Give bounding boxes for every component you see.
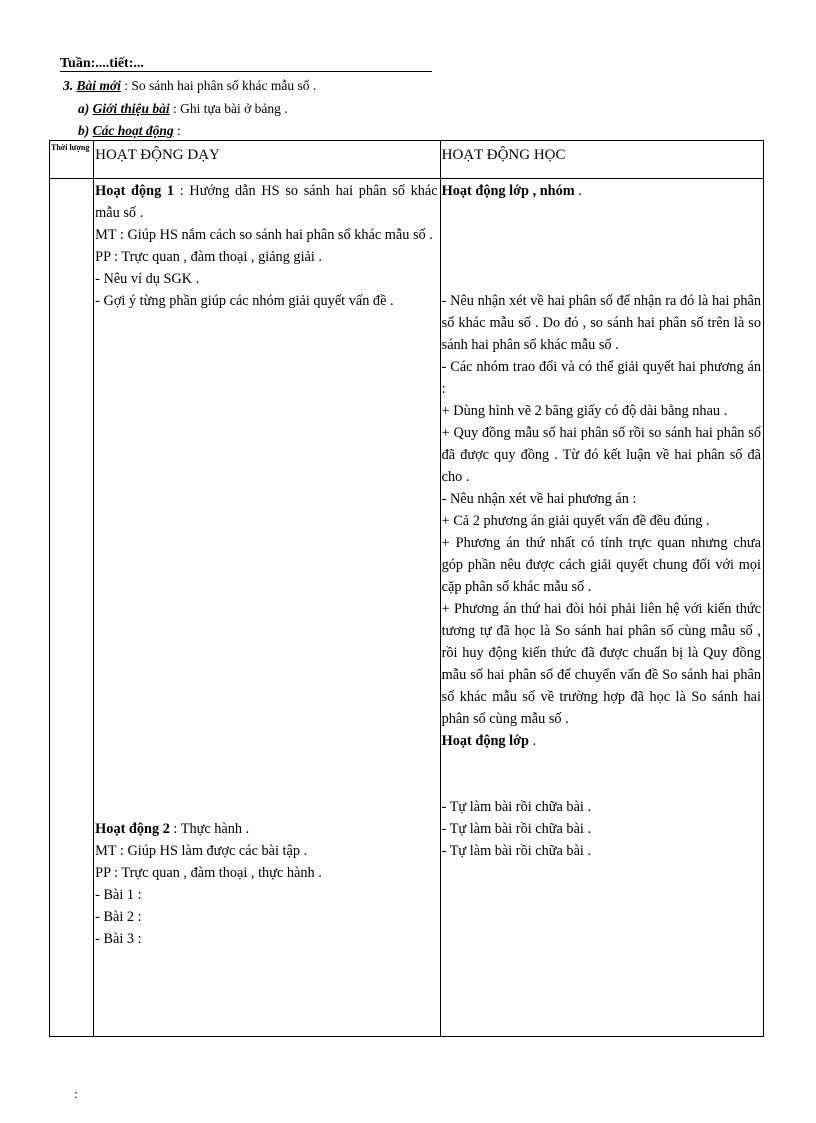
activity1-step2: - Gợi ý từng phần giúp các nhóm giải quyết vấn đề . bbox=[95, 293, 394, 309]
footer-colon: : bbox=[74, 1086, 78, 1101]
subsection-a bbox=[78, 101, 288, 117]
week-lesson-line: Tuần:....tiết:... bbox=[60, 56, 432, 72]
activity1-heading: Hoạt động 1 : Hướng dẫn HS so sánh hai phân số khác mẫu số . bbox=[95, 183, 438, 221]
activity2-learning-item-1: - Tự làm bài rồi chữa bài . bbox=[441, 799, 592, 815]
activity1-objective: MT : Giúp HS nắm cách so sánh hai phân số khác mẫu số . bbox=[95, 227, 433, 243]
learning-cell bbox=[440, 179, 763, 1037]
subsection-a-label: a) bbox=[78, 101, 90, 116]
teaching-cell bbox=[94, 179, 440, 1037]
section-number: 3. bbox=[63, 78, 74, 93]
subsection-b-title: Các hoạt động bbox=[92, 123, 174, 138]
learning-item-4: + Quy đồng mẫu số hai phân số rồi so sánh hai phân số đã được quy đồng . Từ đó kết luận về hai phân số đã cho . bbox=[441, 425, 761, 485]
subsection-b-text: : bbox=[173, 123, 181, 138]
activity2-bai2: - Bài 2 : bbox=[95, 909, 142, 925]
activity2-learning-item-2: - Tự làm bài rồi chữa bài . bbox=[441, 821, 592, 837]
activity2-learning-heading: Hoạt động lớp . bbox=[441, 733, 537, 749]
activity2-learning-item-3: - Tự làm bài rồi chữa bài . bbox=[441, 843, 592, 859]
activity1-method: PP : Trực quan , đàm thoại , giảng giải . bbox=[95, 249, 323, 265]
section-text: : So sánh hai phân số khác mẫu số . bbox=[120, 78, 317, 93]
table-body-row bbox=[50, 179, 764, 1037]
subsection-b bbox=[78, 123, 181, 139]
activity1-learning-heading: Hoạt động lớp , nhóm . bbox=[441, 183, 582, 199]
section-heading bbox=[63, 78, 316, 94]
learning-item-7: + Phương án thứ nhất có tính trực quan nhưng chưa góp phần nêu được cách giải quyết chung đối với mọi cặp phân số khác mẫu số . bbox=[441, 535, 761, 595]
learning-item-3: + Dùng hình vẽ 2 băng giấy có độ dài bằng nhau . bbox=[441, 403, 728, 419]
learning-item-8: + Phương án thứ hai đòi hỏi phải liên hệ với kiến thức tương tự đã học là So sánh hai phân số cùng mẫu số , rồi huy động kiến thức đã được chuẩn bị là Quy đồng mẫu số hai phân số để chuyển vấn đề So sánh hai phân số khác mẫu số về trường hợp đã học là So sánh hai phân số cùng mẫu số . bbox=[441, 601, 761, 727]
learning-item-5: - Nêu nhận xét về hai phương án : bbox=[441, 491, 637, 507]
activity1-step1: - Nêu ví dụ SGK . bbox=[95, 271, 200, 287]
col-header-time: Thời lượng bbox=[50, 141, 94, 179]
learning-item-6: + Cả 2 phương án giải quyết vấn đề đều đúng . bbox=[441, 513, 710, 529]
col-header-teaching: HOẠT ĐỘNG DẠY bbox=[94, 141, 440, 179]
time-cell bbox=[50, 179, 94, 1037]
col-header-learning: HOẠT ĐỘNG HỌC bbox=[440, 141, 763, 179]
learning-item-1: - Nêu nhận xét về hai phân số để nhận ra đó là hai phân số khác mẫu số . Do đó , so sánh hai phân số trên là so sánh hai phân số khác mẫu số . bbox=[441, 293, 761, 353]
activity2-bai3: - Bài 3 : bbox=[95, 931, 142, 947]
section-title: Bài mới bbox=[76, 78, 121, 93]
activity2-method: PP : Trực quan , đàm thoại , thực hành . bbox=[95, 865, 322, 881]
activity2-objective: MT : Giúp HS làm được các bài tập . bbox=[95, 843, 308, 859]
learning-item-2: - Các nhóm trao đổi và có thể giải quyết hai phương án : bbox=[441, 359, 761, 397]
subsection-b-label: b) bbox=[78, 123, 90, 138]
activity2-bai1: - Bài 1 : bbox=[95, 887, 142, 903]
activity2-heading: Hoạt động 2 : Thực hành . bbox=[95, 821, 250, 837]
subsection-a-title: Giới thiệu bài bbox=[92, 101, 170, 116]
lesson-table bbox=[49, 140, 764, 1037]
table-header-row bbox=[50, 141, 764, 179]
subsection-a-text: : Ghi tựa bài ở bảng . bbox=[169, 101, 288, 116]
